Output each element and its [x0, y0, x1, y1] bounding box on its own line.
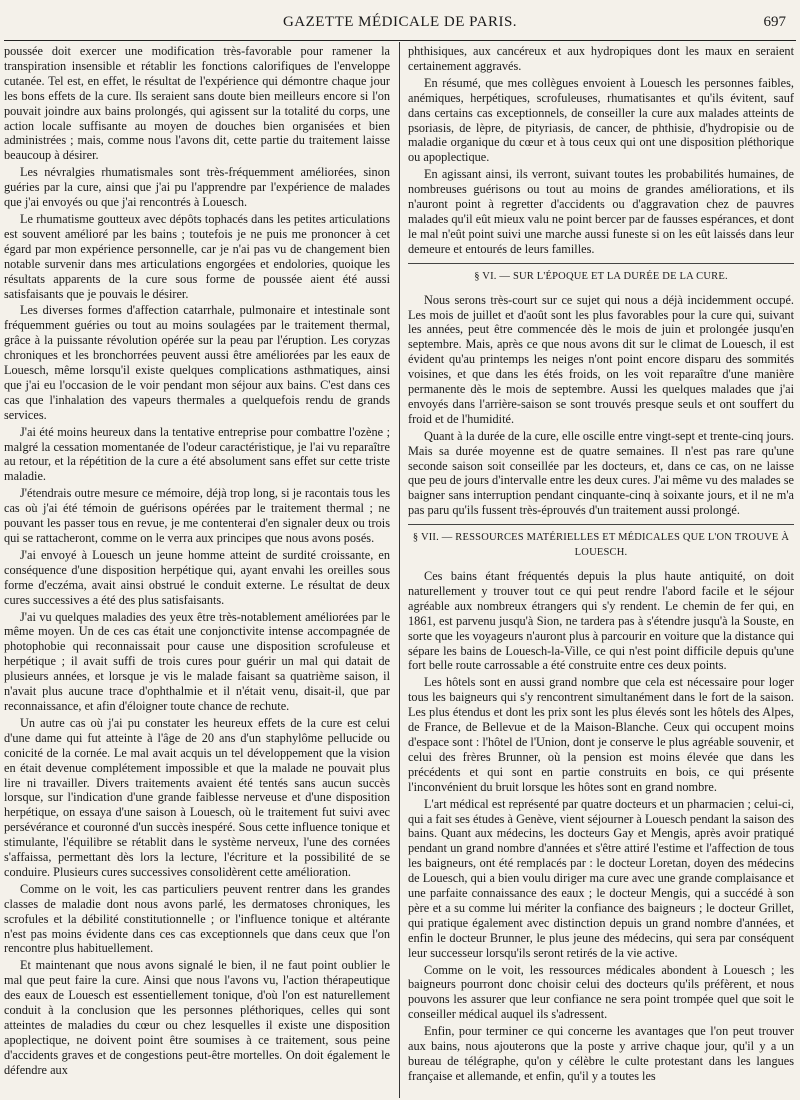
page-header: [0, 0, 800, 40]
paragraph: J'ai été moins heureux dans la tentative entreprise pour combattre l'ozène ; malgré la cessation momentanée de l'odeur caractéristique, je l'ai vu reparaître au retour, et la répétition de la cure a été absolument sans effet sur cette triste maladie.: [4, 424, 390, 484]
paragraph: poussée doit exercer une modification très-favorable pour ramener la transpiration insensible et rétablir les fonctions calorifiques de l'enveloppe cutanée. Tel est, en effet, le résultat de l'expérience qui démontre chaque jour les bons effets de la cure. Ils seraient sans doute bien meilleurs encore si l'on pouvait joindre aux bains prolongés, qui agissent sur la totalité du corps, une action locale suffisante au moyen de douches bien organisées et bien administrées ; mais, comme nous l'avons dit, cette partie du traitement laisse beaucoup à désirer.: [4, 44, 390, 163]
paragraph: L'art médical est représenté par quatre docteurs et un pharmacien ; celui-ci, qui a fait ses études à Genève, vient séjourner à Louesch pendant la saison des bains. Quant aux médecins, les docteurs Gay et Mengis, après avoir pratiqué pendant un grand nombre d'années et s'être attiré l'estime et l'affection de tous les baigneurs, ont été remplacés par : le docteur Loretan, doyen des médecins de Louesch, qui a bien voulu diriger ma cure avec une grande complaisance et une parfaite connaissance des eaux ; le docteur Mengis, qui a succédé à son père et a su comme lui mériter la confiance des baigneurs ; le docteur Grillet, qui pratique également avec distinction depuis un grand nombre d'années, et enfin le docteur Brunner, le plus jeune des médecins, qui sera par conséquent leur successeur lorsqu'ils seront retirés de la vie active.: [408, 796, 794, 960]
left-column: [4, 44, 390, 1094]
journal-title: GAZETTE MÉDICALE DE PARIS.: [282, 14, 518, 30]
section-rule: [408, 524, 794, 525]
paragraph: J'ai envoyé à Louesch un jeune homme atteint de surdité croissante, en conséquence d'une disposition herpétique qui, ayant envahi les oreilles sous forme d'eczéma, avait ainsi obstrué le conduit externe. Le résultat de deux cures successives a été des plus satisfaisants.: [4, 547, 390, 607]
paragraph: En agissant ainsi, ils verront, suivant toutes les probabilités humaines, de nombreuses guérisons ou tout au moins de grandes améliorations, et ils n'auront point à regretter d'accidents ou d'aggravation chez de pauvres malades qu'il eût mieux valu ne point bercer par de fausses espérances, et dont le mal n'eût point suivi une marche aussi funeste si on les eût laissés dans leur demeure et entourés de leurs familles.: [408, 167, 794, 256]
page-number: 697: [763, 14, 786, 30]
paragraph: Ces bains étant fréquentés depuis la plus haute antiquité, on doit naturellement y trouver tout ce qui peut rendre l'abord facile et le séjour agréable aux nombreux étrangers qui s'y rendent. Le chemin de fer qui, en 1861, est parvenu jusqu'à Sion, ne tardera pas à s'étendre jusqu'à la Souste, en sorte que les voyageurs n'auront plus à parcourir en voiture que la distance qui sépare les bains de Louesch-la-Ville, ce qui n'est point difficile depuis qu'une fort belle route carrossable a été construite entre ces deux points.: [408, 569, 794, 673]
paragraph: J'ai vu quelques maladies des yeux être très-notablement améliorées par le même moyen. Un de ces cas était une conjonctivite intense accompagnée de photophobie qui reconnaissait pour cause une disposition scrofuleuse et herpétique ; il avait suffi de trois cures pour guérir un mal qui datait de plusieurs années, et lorsque je vis le malade faisant sa quatrième saison, il n'avait plus aucune trace d'ophthalmie et il n'était venu, disait-il, que par reconnaissance, et afin d'éloigner toute chance de rechute.: [4, 609, 390, 713]
paragraph: Le rhumatisme goutteux avec dépôts tophacés dans les petites articulations est souvent amélioré par les bains ; toutefois je ne puis me prononcer à cet égard par mon expérience personnelle, car je n'ai pas vu de changement bien notable survenir dans mes articulations engorgées et endolories, quoique les résultats apparents de la cure sous forme de poussée aient été aussi satisfaisants que je pouvais le désirer.: [4, 211, 390, 301]
section-rule: [408, 263, 794, 264]
paragraph: phthisiques, aux cancéreux et aux hydropiques dont les maux en seraient certainement aggravés.: [408, 44, 794, 73]
right-column: [408, 44, 794, 1094]
paragraph: Nous serons très-court sur ce sujet qui nous a déjà incidemment occupé. Les mois de juillet et d'août sont les plus favorables pour la cure qui, suivant les années, peut être commencée dès le mois de juin et prolongée jusqu'en septembre. Mais, après ce que nous avons dit sur le climat de Louesch, il est évident qu'au printemps les neiges n'ont point encore disparu des sommités voisines, et que dans les étés froids, on les voit reparaître d'une manière permanente dès le mois de septembre. Aussi les quelques malades que j'ai envoyés dans l'arrière-saison se sont trouvés presque seuls et ont souffert du froid et de l'humidité.: [408, 292, 794, 426]
section-heading: § VII. — RESSOURCES MATÉRIELLES ET MÉDICALES QUE L'ON TROUVE À LOUESCH.: [412, 532, 790, 559]
paragraph: Quant à la durée de la cure, elle oscille entre vingt-sept et trente-cinq jours. Mais sa durée moyenne est de quatre semaines. Il n'est pas rare qu'une seconde saison soit conseillée par les docteurs, et, dans ce cas, on ne laisse que peu de jours d'intervalle entre les deux cures. J'ai même vu des malades se baigner sans interruption pendant cinquante-cinq à soixante jours, et il ne m'a pas paru qu'ils fussent très-éprouvés d'un traitement aussi prolongé.: [408, 428, 794, 518]
paragraph: Les névralgies rhumatismales sont très-fréquemment améliorées, sinon guéries par la cure, ainsi que j'ai pu l'apprendre par l'expérience de malades que j'ai envoyés ou que j'ai rencontrés à Louesch.: [4, 165, 390, 210]
paragraph: J'étendrais outre mesure ce mémoire, déjà trop long, si je racontais tous les cas où j'ai été témoin de guérisons opérées par le traitement thermal ; ne pouvant les passer tous en revue, je me contenterai d'en signaler deux ou trois qui se rattacheront, comme on le verra aux principes que nous avons posés.: [4, 486, 390, 545]
paragraph: Et maintenant que nous avons signalé le bien, il ne faut point oublier le mal que peut faire la cure. Ainsi que nous l'avons vu, l'action thérapeutique des eaux de Louesch est essentiellement tonique, d'où l'on est naturellement conduit à la conclusion que les personnes pléthoriques, celles qui sont atteintes de maladies du cœur ou chez lesquelles il existe une disposition apoplectique, ne doivent point être soumises à ce traitement, sous peine d'accidents graves et de congestions peut-être mortelles. On doit également le défendre aux: [4, 958, 390, 1077]
paragraph: Enfin, pour terminer ce qui concerne les avantages que l'on peut trouver aux bains, nous ajouterons que la poste y arrive chaque jour, qu'il y a un bureau de télégraphe, qu'on y célèbre le culte protestant dans les langues française et allemande, et enfin, qu'il y a toutes les: [408, 1024, 794, 1083]
paragraph: Les hôtels sont en aussi grand nombre que cela est nécessaire pour loger tous les baigneurs qui s'y rencontrent simultanément dans le fort de la saison. Les plus étendus et dont les prix sont les plus élevés sont les hôtels des Alpes, de France, de Bellevue et de la Maison-Blanche. Ceux qui occupent moins d'espace sont : l'hôtel de l'Union, dont je conserve le plus agréable souvenir, et celui des frères Brunner, où la pension est moins élevée que dans les précédents et qui sont en partie construits en bois, ce qui présente l'inconvénient du bruit lorsque les hôtes sont en grand nombre.: [408, 675, 794, 794]
paragraph: En résumé, que mes collègues envoient à Louesch les personnes faibles, anémiques, herpétiques, scrofuleuses, rhumatisantes et qu'ils évitent, sauf dans certains cas exceptionnels, de conseiller la cure aux malades atteints de psoriasis, de lèpre, de pityriasis, de cancer, de phthisie, d'hydropisie ou de maladie organique du cœur et à tous ceux qui ont une disposition pléthorique ou apoplectique.: [408, 75, 794, 165]
paragraph: Comme on le voit, les ressources médicales abondent à Louesch ; les baigneurs pourront donc choisir celui des docteurs qu'ils préfèrent, et nous pouvons les assurer que leur confiance ne sera point trompée quel que soit le conseiller médical auquel ils s'adressent.: [408, 962, 794, 1022]
paragraph: Un autre cas où j'ai pu constater les heureux effets de la cure est celui d'une dame qui fut atteinte à l'âge de 20 ans d'un staphylôme pellucide ou conicité de la cornée. Le mal avait acquis un tel développement que la vision en était devenue complétement impossible et que la malade ne pouvait plus lire ni travailler. Divers traitements avaient été tentés sans aucun succès lorsque, sur l'indication d'une grande faiblesse nerveuse et d'une disposition herpétique, on essaya d'une saison à Louesch, où le traitement fut suivi avec persévérance et couronné d'un succès inespéré. Sous cette influence tonique et stimulante, l'équilibre se rétablit dans le système nerveux, l'une des cornées s'affaissa, permettant dès lors la lecture, l'écriture et la possibilité de se conduire. Plusieurs cures successives consolidèrent cette amélioration.: [4, 715, 390, 879]
section-heading: § VI. — SUR L'ÉPOQUE ET LA DURÉE DE LA CURE.: [474, 270, 728, 282]
paragraph: Les diverses formes d'affection catarrhale, pulmonaire et intestinale sont fréquemment guéries ou tout au moins soulagées par le traitement thermal, grâce à la puissante révolution opérée sur la peau par l'éruption. Les coryzas chroniques et les bronchorrées peuvent aussi être améliorées par les eaux de Louesch, même lorsqu'il existe quelques complications asthmatiques, ainsi que j'ai eu l'occasion de le voir pendant mon séjour aux bains. C'est dans ces cas que l'inhalation des vapeurs thermales a quelquefois rendu de grands services.: [4, 303, 390, 422]
column-separator: [399, 42, 400, 1098]
header-rule: [4, 40, 796, 41]
paragraph: Comme on le voit, les cas particuliers peuvent rentrer dans les grandes classes de maladie dont nous avons parlé, les dermatoses chroniques, les scrofules et la débilité constitutionnelle ; or l'influence tonique et altérante n'est pas moins évidente dans ces cas exceptionnels que dans ceux que l'on rencontre plus habituellement.: [4, 881, 390, 956]
